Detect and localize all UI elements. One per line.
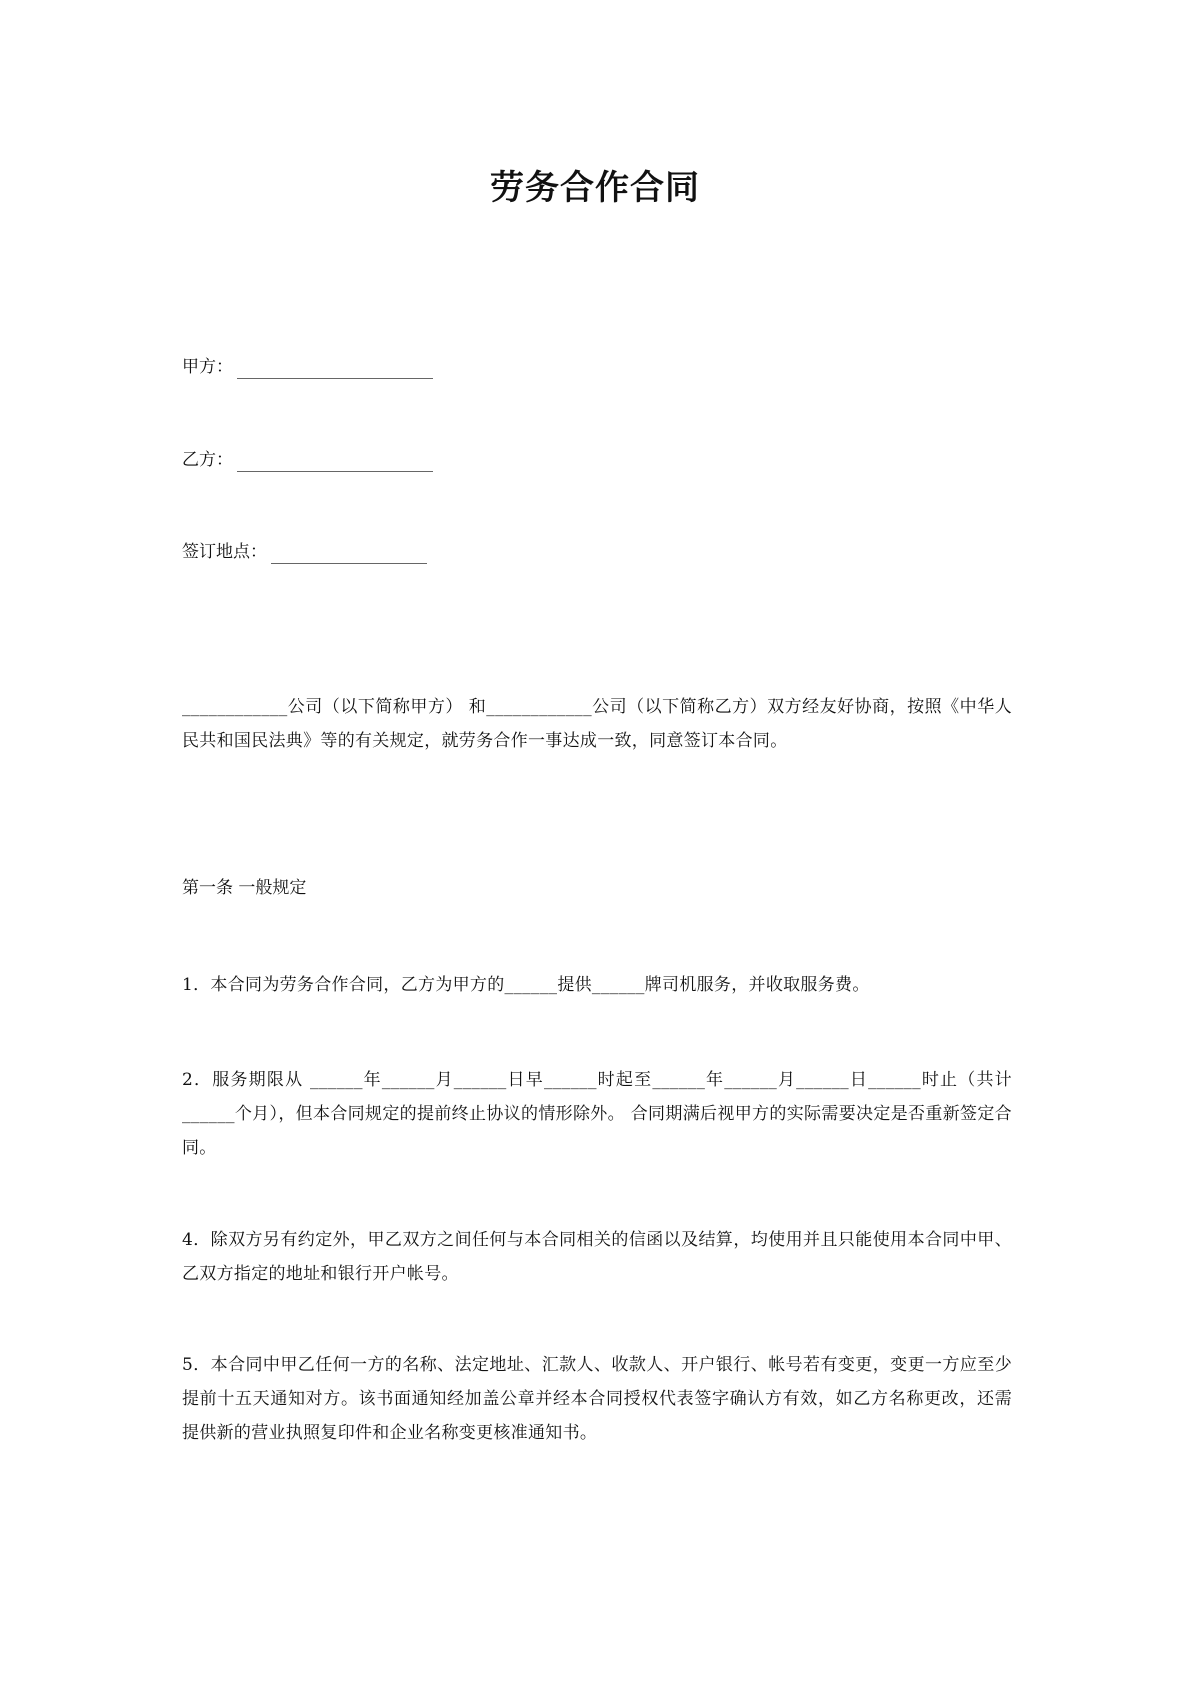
clause-1: 1．本合同为劳务合作合同，乙方为甲方的______提供______牌司机服务，并收取服务费。 [182,975,870,995]
clause-4: 4．除双方另有约定外，甲乙双方之间任何与本合同相关的信函以及结算，均使用并且只能使用本合同中甲、乙双方指定的地址和银行开户帐号。 [182,1230,1012,1284]
party-b-field [182,448,433,472]
signing-location-label: 签订地点： [182,542,267,562]
party-b-blank[interactable] [237,453,433,472]
party-a-blank[interactable] [237,360,433,379]
clause-2: 2．服务期限从 ______年______月______日早______时起至______年______月______日______时止（共计______个月），但本合同规定的提前终止协议的情形除外。 合同期满后视甲方的实际需要决定是否重新签定合同。 [182,1070,1012,1158]
party-a-field [182,355,433,379]
section-heading: 第一条 一般规定 [182,878,307,898]
party-b-label: 乙方： [182,450,233,470]
document-title: 劳务合作合同 [490,168,700,208]
clause-5: 5．本合同中甲乙任何一方的名称、法定地址、汇款人、收款人、开户银行、帐号若有变更，变更一方应至少提前十五天通知对方。该书面通知经加盖公章并经本合同授权代表签字确认方有效，如乙方名称更改，还需提供新的营业执照复印件和企业名称变更核准通知书。 [182,1355,1012,1443]
signing-location-blank[interactable] [271,545,427,564]
preamble-paragraph: ____________公司（以下简称甲方） 和____________公司（以下简称乙方）双方经友好协商，按照《中华人民共和国民法典》等的有关规定，就劳务合作一事达成一致，同意签订本合同。 [182,697,1012,751]
signing-location-field [182,540,427,564]
party-a-label: 甲方： [182,357,233,377]
